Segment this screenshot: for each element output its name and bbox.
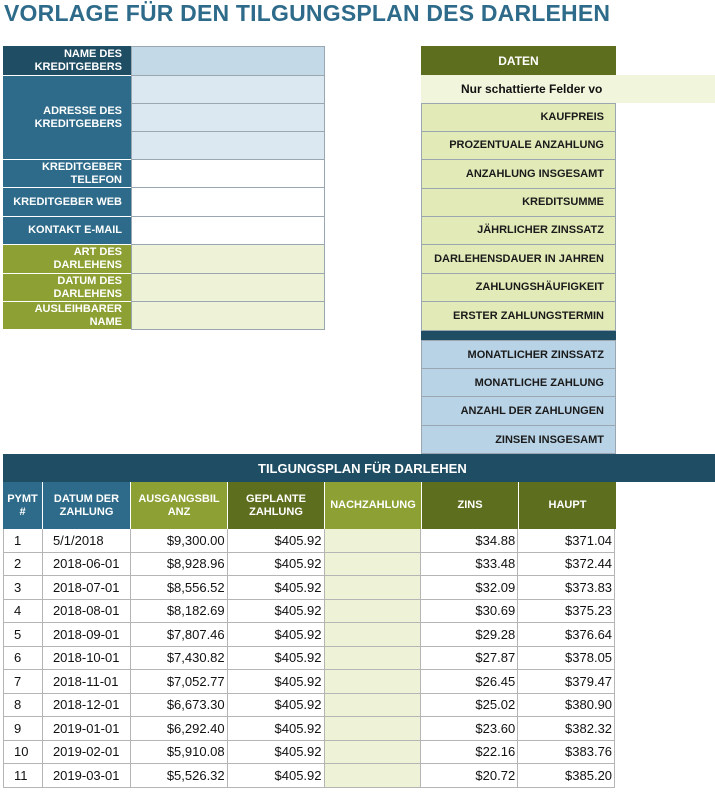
table-row	[3, 717, 615, 741]
row-datum: 2019-02-01	[43, 741, 131, 765]
row-zins: $32.09	[421, 576, 518, 600]
row-ausgangsbilanz: $8,182.69	[131, 600, 228, 624]
row-datum: 2018-12-01	[43, 694, 131, 718]
row-geplante-zahlung: $405.92	[228, 717, 325, 741]
row-haupt: $379.47	[518, 670, 615, 694]
borrower-name-label: AUSLEIHBARER NAME	[3, 302, 131, 330]
lender-name-label: NAME DES KREDITGEBERS	[3, 46, 131, 76]
row-pymt: 1	[3, 529, 43, 553]
row-nachzahlung[interactable]	[325, 694, 422, 718]
result-zinsen-insgesamt: ZINSEN INSGESAMT	[421, 426, 616, 454]
col-header-haupt: HAUPT	[519, 482, 616, 529]
row-geplante-zahlung: $405.92	[228, 553, 325, 577]
result-monatlicher-zinssatz: MONATLICHER ZINSSATZ	[421, 340, 616, 369]
row-pymt: 5	[3, 623, 43, 647]
lender-address-label: ADRESSE DES KREDITGEBERS	[3, 76, 131, 160]
row-nachzahlung[interactable]	[325, 576, 422, 600]
row-haupt: $382.32	[518, 717, 615, 741]
table-row	[3, 647, 615, 671]
lender-address-input-1[interactable]	[131, 76, 325, 104]
lender-address-input-2[interactable]	[131, 104, 325, 132]
field-zahlungshaeufigkeit[interactable]: ZAHLUNGSHÄUFIGKEIT	[421, 274, 616, 302]
row-nachzahlung[interactable]	[325, 529, 422, 553]
row-ausgangsbilanz: $8,556.52	[131, 576, 228, 600]
row-geplante-zahlung: $405.92	[228, 670, 325, 694]
row-geplante-zahlung: $405.92	[228, 694, 325, 718]
row-zins: $23.60	[421, 717, 518, 741]
lender-name-input[interactable]	[131, 46, 325, 76]
row-geplante-zahlung: $405.92	[228, 741, 325, 765]
loan-type-label: ART DES DARLEHENS	[3, 245, 131, 274]
row-haupt: $372.44	[518, 553, 615, 577]
row-nachzahlung[interactable]	[325, 670, 422, 694]
row-nachzahlung[interactable]	[325, 717, 422, 741]
lender-phone-label: KREDITGEBER TELEFON	[3, 160, 131, 188]
row-zins: $25.02	[421, 694, 518, 718]
loan-date-label: DATUM DES DARLEHENS	[3, 274, 131, 302]
row-ausgangsbilanz: $7,807.46	[131, 623, 228, 647]
field-prozentuale-anzahlung[interactable]: PROZENTUALE ANZAHLUNG	[421, 132, 616, 160]
row-zins: $26.45	[421, 670, 518, 694]
row-ausgangsbilanz: $8,928.96	[131, 553, 228, 577]
row-nachzahlung[interactable]	[325, 623, 422, 647]
row-pymt: 9	[3, 717, 43, 741]
row-haupt: $380.90	[518, 694, 615, 718]
contact-email-input[interactable]	[131, 217, 325, 245]
loan-date-input[interactable]	[131, 274, 325, 302]
contact-email-label: KONTAKT E-MAIL	[3, 217, 131, 245]
table-row	[3, 623, 615, 647]
row-datum: 5/1/2018	[43, 529, 131, 553]
row-ausgangsbilanz: $6,292.40	[131, 717, 228, 741]
row-datum: 2018-06-01	[43, 553, 131, 577]
table-row	[3, 529, 615, 553]
lender-address-input-3[interactable]	[131, 132, 325, 160]
row-haupt: $375.23	[518, 600, 615, 624]
row-datum: 2018-10-01	[43, 647, 131, 671]
row-geplante-zahlung: $405.92	[228, 647, 325, 671]
table-row	[3, 764, 615, 788]
row-zins: $33.48	[421, 553, 518, 577]
field-kreditsumme[interactable]: KREDITSUMME	[421, 189, 616, 217]
schedule-title: TILGUNGSPLAN FÜR DARLEHEN	[3, 454, 715, 482]
row-pymt: 6	[3, 647, 43, 671]
row-datum: 2018-08-01	[43, 600, 131, 624]
row-haupt: $383.76	[518, 741, 615, 765]
row-ausgangsbilanz: $6,673.30	[131, 694, 228, 718]
row-geplante-zahlung: $405.92	[228, 529, 325, 553]
row-datum: 2019-01-01	[43, 717, 131, 741]
row-pymt: 11	[3, 764, 43, 788]
row-nachzahlung[interactable]	[325, 553, 422, 577]
row-pymt: 3	[3, 576, 43, 600]
row-haupt: $378.05	[518, 647, 615, 671]
row-ausgangsbilanz: $9,300.00	[131, 529, 228, 553]
borrower-name-input[interactable]	[131, 302, 325, 330]
row-geplante-zahlung: $405.92	[228, 623, 325, 647]
row-datum: 2018-11-01	[43, 670, 131, 694]
row-pymt: 7	[3, 670, 43, 694]
col-header-nachzahlung: NACHZAHLUNG	[325, 482, 422, 529]
row-haupt: $385.20	[518, 764, 615, 788]
row-ausgangsbilanz: $5,910.08	[131, 741, 228, 765]
row-nachzahlung[interactable]	[325, 741, 422, 765]
table-row	[3, 694, 615, 718]
row-zins: $20.72	[421, 764, 518, 788]
lender-phone-input[interactable]	[131, 160, 325, 188]
row-nachzahlung[interactable]	[325, 600, 422, 624]
results-divider	[421, 331, 616, 340]
col-header-zins: ZINS	[422, 482, 519, 529]
row-pymt: 10	[3, 741, 43, 765]
field-anzahlung-insgesamt[interactable]: ANZAHLUNG INSGESAMT	[421, 160, 616, 189]
page-title: VORLAGE FÜR DEN TILGUNGSPLAN DES DARLEHEN	[4, 0, 611, 26]
row-haupt: $376.64	[518, 623, 615, 647]
row-zins: $22.16	[421, 741, 518, 765]
col-header-pymt: PYMT #	[3, 482, 43, 529]
row-zins: $34.88	[421, 529, 518, 553]
lender-web-input[interactable]	[131, 188, 325, 217]
field-erster-zahlungstermin[interactable]: ERSTER ZAHLUNGSTERMIN	[421, 302, 616, 331]
table-row	[3, 553, 615, 577]
field-kaufpreis[interactable]: KAUFPREIS	[421, 103, 616, 132]
row-geplante-zahlung: $405.92	[228, 576, 325, 600]
row-pymt: 8	[3, 694, 43, 718]
row-geplante-zahlung: $405.92	[228, 764, 325, 788]
col-header-geplante-zahlung: GEPLANTE ZAHLUNG	[228, 482, 325, 529]
col-header-ausgangsbilanz: AUSGANGSBIL ANZ	[131, 482, 228, 529]
row-geplante-zahlung: $405.92	[228, 600, 325, 624]
row-nachzahlung[interactable]	[325, 764, 422, 788]
result-monatliche-zahlung: MONATLICHE ZAHLUNG	[421, 369, 616, 397]
row-haupt: $371.04	[518, 529, 615, 553]
table-row	[3, 600, 615, 624]
lender-web-label: KREDITGEBER WEB	[3, 188, 131, 217]
table-row	[3, 576, 615, 600]
table-row	[3, 670, 615, 694]
row-datum: 2019-03-01	[43, 764, 131, 788]
row-zins: $29.28	[421, 623, 518, 647]
field-darlehensdauer[interactable]: DARLEHENSDAUER IN JAHREN	[421, 245, 616, 274]
row-zins: $30.69	[421, 600, 518, 624]
data-panel-header: DATEN	[421, 46, 616, 75]
row-zins: $27.87	[421, 647, 518, 671]
field-jaehrlicher-zinssatz[interactable]: JÄHRLICHER ZINSSATZ	[421, 217, 616, 245]
row-pymt: 4	[3, 600, 43, 624]
data-panel-note: Nur schattierte Felder vo	[421, 75, 715, 103]
row-datum: 2018-07-01	[43, 576, 131, 600]
row-haupt: $373.83	[518, 576, 615, 600]
loan-type-input[interactable]	[131, 245, 325, 274]
result-anzahl-zahlungen: ANZAHL DER ZAHLUNGEN	[421, 397, 616, 426]
row-pymt: 2	[3, 553, 43, 577]
table-row	[3, 741, 615, 765]
row-datum: 2018-09-01	[43, 623, 131, 647]
col-header-datum: DATUM DER ZAHLUNG	[43, 482, 131, 529]
row-ausgangsbilanz: $7,430.82	[131, 647, 228, 671]
row-nachzahlung[interactable]	[325, 647, 422, 671]
row-ausgangsbilanz: $5,526.32	[131, 764, 228, 788]
row-ausgangsbilanz: $7,052.77	[131, 670, 228, 694]
